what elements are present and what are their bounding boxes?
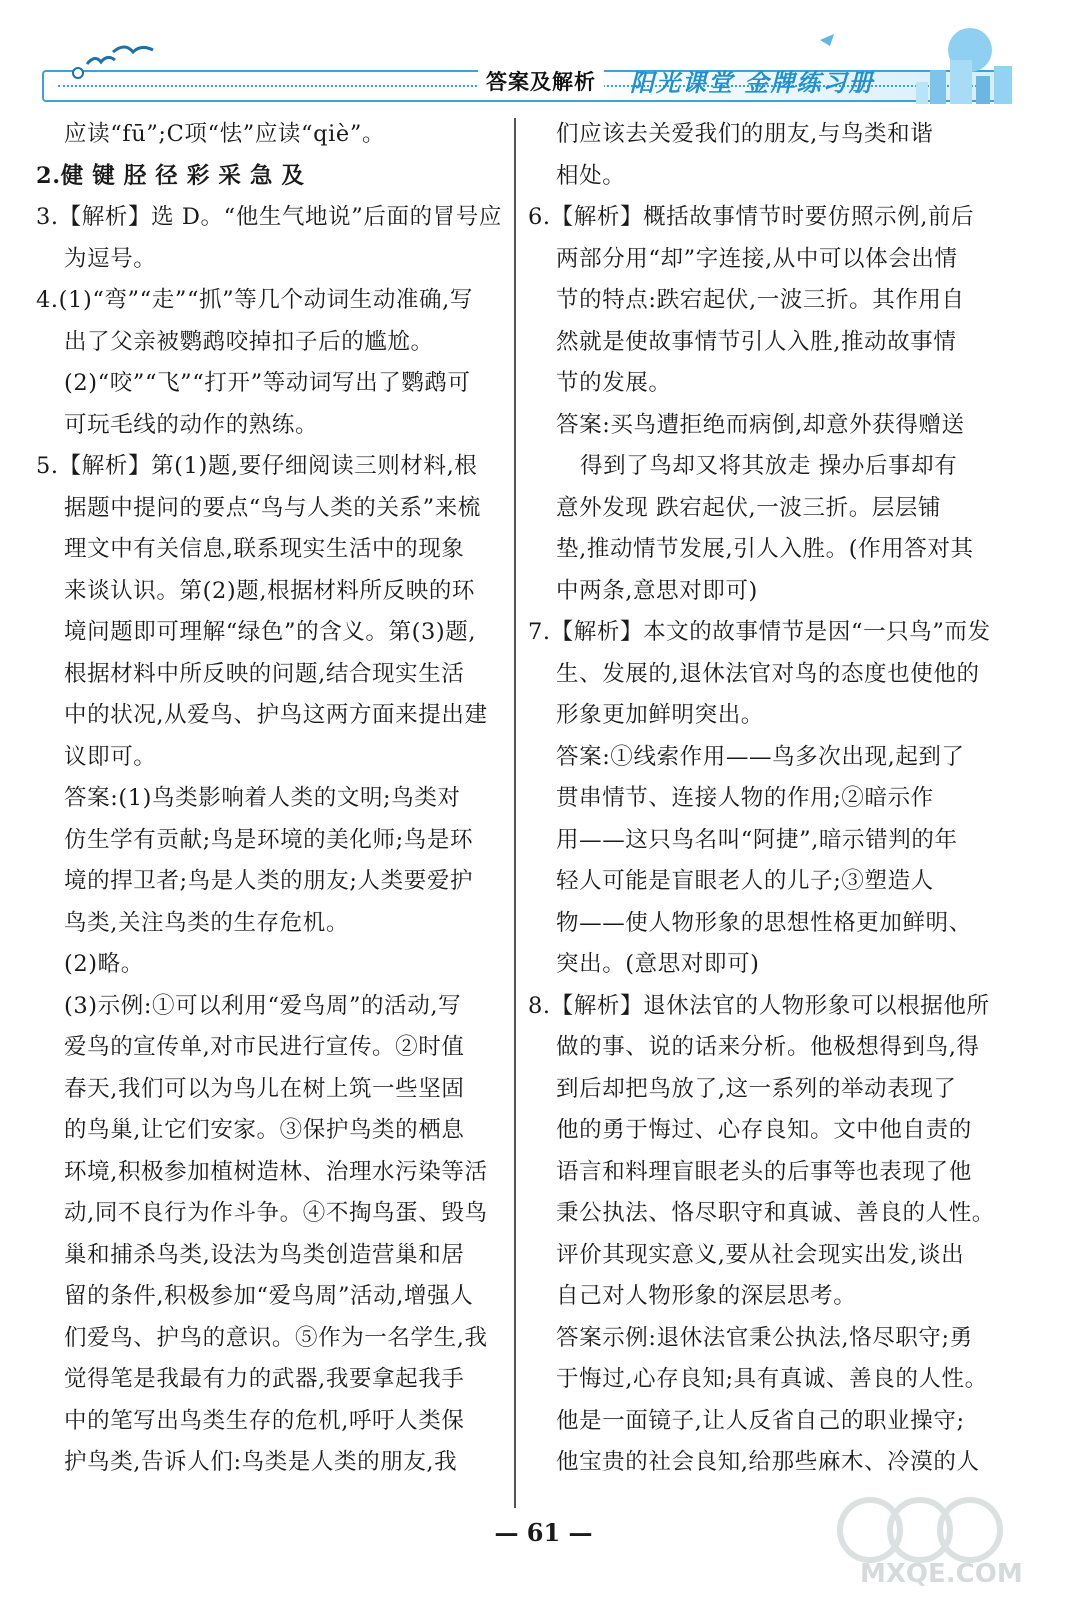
right-column-text-line: 评价其现实意义,要从社会现实出发,谈出 (556, 1241, 965, 1268)
left-column-text-line: 们爱鸟、护鸟的意识。⑤作为一名学生,我 (64, 1324, 488, 1351)
left-column-text-line: 护鸟类,告诉人们:鸟类是人类的朋友,我 (64, 1449, 458, 1475)
right-column-text-line: 轻人可能是盲眼老人的儿子;③塑造人 (556, 868, 934, 894)
right-column-text-line: 于悔过,心存良知;具有真诚、善良的人性。 (556, 1366, 988, 1392)
left-column-text-line: 据题中提问的要点“鸟与人类的关系”来梳 (64, 494, 481, 521)
right-column-text-line: 做的事、说的话来分析。他极想得到鸟,得 (556, 1034, 980, 1060)
right-column-text-line: 到后却把鸟放了,这一系列的举动表现了 (556, 1075, 957, 1102)
page-header (0, 0, 1087, 110)
left-column-text-line: 2.健 键 胫 径 彩 采 急 及 (36, 162, 305, 189)
right-column-text-line: 答案:①线索作用——鸟多次出现,起到了 (556, 743, 965, 770)
left-column (36, 114, 514, 1484)
right-column-text-line: 他是一面镜子,让人反省自己的职业操守; (556, 1407, 965, 1434)
right-column-text-line: 用——这只鸟名叫“阿捷”,暗示错判的年 (556, 826, 958, 853)
left-column-text-line: 境的捍卫者;鸟是人类的朋友;人类要爱护 (64, 868, 474, 894)
right-column-text-line: 自己对人物形象的深层思考。 (556, 1283, 857, 1309)
left-column-text-line: 春天,我们可以为鸟儿在树上筑一些坚固 (64, 1075, 465, 1102)
right-column-text-line: 他的勇于悔过、心存良知。文中他自责的 (556, 1117, 972, 1143)
left-column-text-line: 出了父亲被鹦鹉咬掉扣子后的尴尬。 (64, 328, 434, 355)
right-column-text-line: 语言和料理盲眼老头的后事等也表现了他 (556, 1158, 972, 1185)
left-column-text-line: 理文中有关信息,联系现实生活中的现象 (64, 536, 465, 562)
right-column-text-line: 节的发展。 (556, 370, 672, 396)
right-column-text-line: 秉公执法、恪尽职守和真诚、善良的人性。 (556, 1200, 995, 1226)
left-column-text-line: 答案:(1)鸟类影响着人类的文明;鸟类对 (64, 785, 461, 811)
city-skyline-icon (820, 20, 1020, 110)
left-column-text-line: 应读“fū”;C项“怯”应读“qiè”。 (64, 121, 386, 147)
left-column-text-line: (3)示例:①可以利用“爱鸟周”的活动,写 (64, 992, 462, 1019)
right-column-text-line: 然就是使故事情节引人入胜,推动故事情 (556, 328, 957, 355)
right-column-text-line: 6.【解析】概括故事情节时要仿照示例,前后 (528, 204, 975, 230)
left-column-text-line: 中的笔写出鸟类生存的危机,呼吁人类保 (64, 1407, 465, 1434)
left-column-text-line: 可玩毛线的动作的熟练。 (64, 411, 319, 438)
left-column-text-line: 来谈认识。第(2)题,根据材料所反映的环 (64, 577, 476, 604)
right-column-text-line: 中两条,意思对即可) (556, 577, 758, 604)
left-column-text-line: 根据材料中所反映的问题,结合现实生活 (64, 660, 465, 687)
left-column-text-line: (2)略。 (64, 951, 144, 977)
left-column-text-line: 环境,积极参加植树造林、治理水污染等活 (64, 1158, 488, 1185)
column-divider (514, 118, 516, 1508)
right-column-text-line: 7.【解析】本文的故事情节是因“一只鸟”而发 (528, 619, 991, 645)
left-column-text-line: 为逗号。 (64, 245, 157, 272)
left-column-text-line: (2)“咬”“飞”“打开”等动词写出了鹦鹉可 (64, 370, 471, 396)
left-column-text-line: 鸟类,关注鸟类的生存危机。 (64, 909, 349, 936)
right-column-text-line: 节的特点:跌宕起伏,一波三折。其作用自 (556, 287, 965, 313)
left-column-text-line: 觉得笔是我最有力的武器,我要拿起我手 (64, 1366, 465, 1392)
right-column-text-line: 8.【解析】退休法官的人物形象可以根据他所 (528, 992, 990, 1019)
header-brand: 阳光课堂 金牌练习册 (630, 68, 875, 97)
watermark-text: MXQE.COM (860, 1559, 1023, 1589)
left-column-text-line: 巢和捕杀鸟类,设法为鸟类创造营巢和居 (64, 1241, 465, 1268)
left-column-text-line: 仿生学有贡献;鸟是环境的美化师;鸟是环 (64, 826, 474, 853)
right-column-text-line: 突出。(意思对即可) (556, 951, 760, 977)
right-column-text-line: 相处。 (556, 162, 626, 189)
left-column-text-line: 的鸟巢,让它们安家。③保护鸟类的栖息 (64, 1117, 465, 1143)
left-column-text-line: 境问题即可理解“绿色”的含义。第(3)题, (64, 619, 477, 645)
left-column-text-line: 中的状况,从爱鸟、护鸟这两方面来提出建 (64, 702, 488, 728)
right-column-text-line: 他宝贵的社会良知,给那些麻木、冷漠的人 (556, 1449, 980, 1475)
right-column-text-line: 物——使人物形象的思想性格更加鲜明、 (556, 909, 972, 936)
left-column-text-line: 留的条件,积极参加“爱鸟周”活动,增强人 (64, 1283, 474, 1309)
left-column-text-line: 议即可。 (64, 743, 157, 770)
right-column (528, 114, 1004, 1484)
header-dot-icon (72, 67, 84, 79)
right-column-text-line: 两部分用“却”字连接,从中可以体会出情 (556, 245, 958, 272)
left-column-text-line: 3.【解析】选 D。“他生气地说”后面的冒号应 (36, 204, 502, 230)
watermark-logo (830, 1490, 1070, 1590)
page-number: — 61 — (494, 1518, 593, 1547)
right-column-text-line: 得到了鸟却又将其放走 操办后事却有 (580, 453, 958, 479)
right-column-text-line: 们应该去关爱我们的朋友,与鸟类和谐 (556, 121, 934, 147)
right-column-text-line: 答案:买鸟遭拒绝而病倒,却意外获得赠送 (556, 411, 965, 438)
right-column-text-line: 贯串情节、连接人物的作用;②暗示作 (556, 785, 934, 811)
left-column-text-line: 动,同不良行为作斗争。④不掏鸟蛋、毁鸟 (64, 1200, 488, 1226)
right-column-text-line: 答案示例:退休法官秉公执法,恪尽职守;勇 (556, 1324, 973, 1351)
right-column-text-line: 意外发现 跌宕起伏,一波三折。层层铺 (556, 494, 942, 521)
right-column-text-line: 形象更加鲜明突出。 (556, 702, 764, 728)
header-label: 答案及解析 (478, 66, 604, 96)
right-column-text-line: 垫,推动情节发展,引人入胜。(作用答对其 (556, 536, 974, 562)
left-column-text-line: 4.(1)“弯”“走”“抓”等几个动词生动准确,写 (36, 287, 474, 313)
left-column-text-line: 爱鸟的宣传单,对市民进行宣传。②时值 (64, 1034, 465, 1060)
left-column-text-line: 5.【解析】第(1)题,要仔细阅读三则材料,根 (36, 453, 478, 479)
right-column-text-line: 生、发展的,退休法官对鸟的态度也使他的 (556, 660, 980, 687)
